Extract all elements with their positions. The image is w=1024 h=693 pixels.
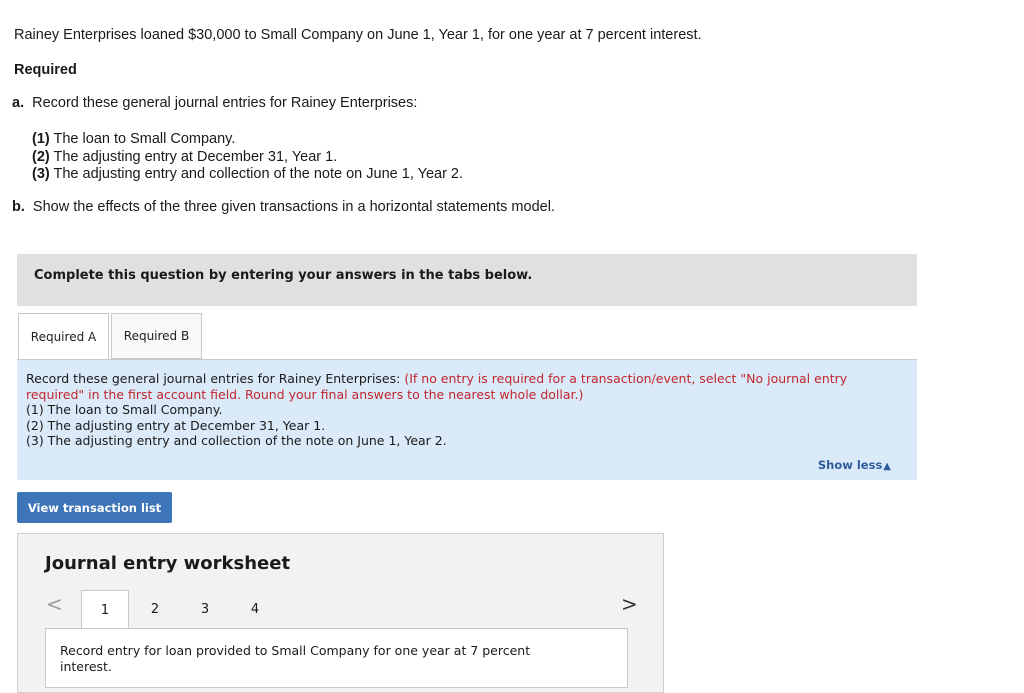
part-b-letter: b. <box>12 199 25 215</box>
view-transaction-list-button[interactable]: View transaction list <box>17 492 172 523</box>
worksheet-entry-description: Record entry for loan provided to Small Company for one year at 7 percent interest. <box>60 643 531 674</box>
tab-required-b[interactable]: Required B <box>111 313 202 359</box>
part-b <box>12 199 555 215</box>
journal-entry-worksheet <box>17 533 664 693</box>
chevron-right-icon[interactable]: > <box>621 592 638 616</box>
instructions-panel <box>17 360 917 480</box>
tab-required-a[interactable]: Required A <box>18 313 109 360</box>
required-item <box>32 131 463 149</box>
required-item <box>32 149 463 167</box>
required-item-text: The adjusting entry and collection of the note on June 1, Year 2. <box>53 166 464 182</box>
required-item-text: The loan to Small Company. <box>53 131 236 147</box>
instructions-lead: Record these general journal entries for Rainey Enterprises: <box>26 371 401 386</box>
instructions-line: (1) The loan to Small Company. <box>26 402 223 417</box>
complete-banner-text: Complete this question by entering your answers in the tabs below. <box>34 268 533 283</box>
required-item-number: (2) <box>32 148 50 165</box>
page-2-button[interactable]: 2 <box>150 601 160 617</box>
part-a-letter: a. <box>12 95 25 111</box>
page-4-button[interactable]: 4 <box>250 601 260 617</box>
page-1-button[interactable]: 1 <box>81 590 129 630</box>
instructions-line: (3) The adjusting entry and collection of the note on June 1, Year 2. <box>26 433 447 448</box>
required-item-number: (3) <box>32 166 50 182</box>
instructions-note: (If no entry is required for a transaction/event, select "No journal entry required" in the first account field. Round your final answers to the nearest whole dollar.) <box>26 371 848 402</box>
required-items-list <box>32 131 463 184</box>
required-item-number: (1) <box>32 131 50 147</box>
worksheet-entry-panel <box>45 628 628 688</box>
part-a-text: Record these general journal entries for Rainey Enterprises: <box>32 95 418 111</box>
required-item-text: The adjusting entry at December 31, Year 1. <box>53 148 338 165</box>
show-less-link[interactable] <box>818 458 891 475</box>
part-b-text: Show the effects of the three given transactions in a horizontal statements model. <box>32 199 555 215</box>
required-item <box>32 166 463 184</box>
problem-intro: Rainey Enterprises loaned $30,000 to Small Company on June 1, Year 1, for one year at 7 percent interest. <box>14 27 702 43</box>
required-heading: Required <box>14 62 77 78</box>
show-less-label: Show less <box>817 458 883 472</box>
worksheet-title: Journal entry worksheet <box>45 553 291 574</box>
triangle-up-icon: ▲ <box>883 461 891 472</box>
instructions-line: (2) The adjusting entry at December 31, Year 1. <box>26 417 326 433</box>
instructions-text <box>26 371 896 449</box>
part-a <box>12 95 417 111</box>
complete-banner <box>17 254 917 306</box>
page-3-button[interactable]: 3 <box>200 601 210 617</box>
chevron-left-icon[interactable]: < <box>46 592 63 616</box>
